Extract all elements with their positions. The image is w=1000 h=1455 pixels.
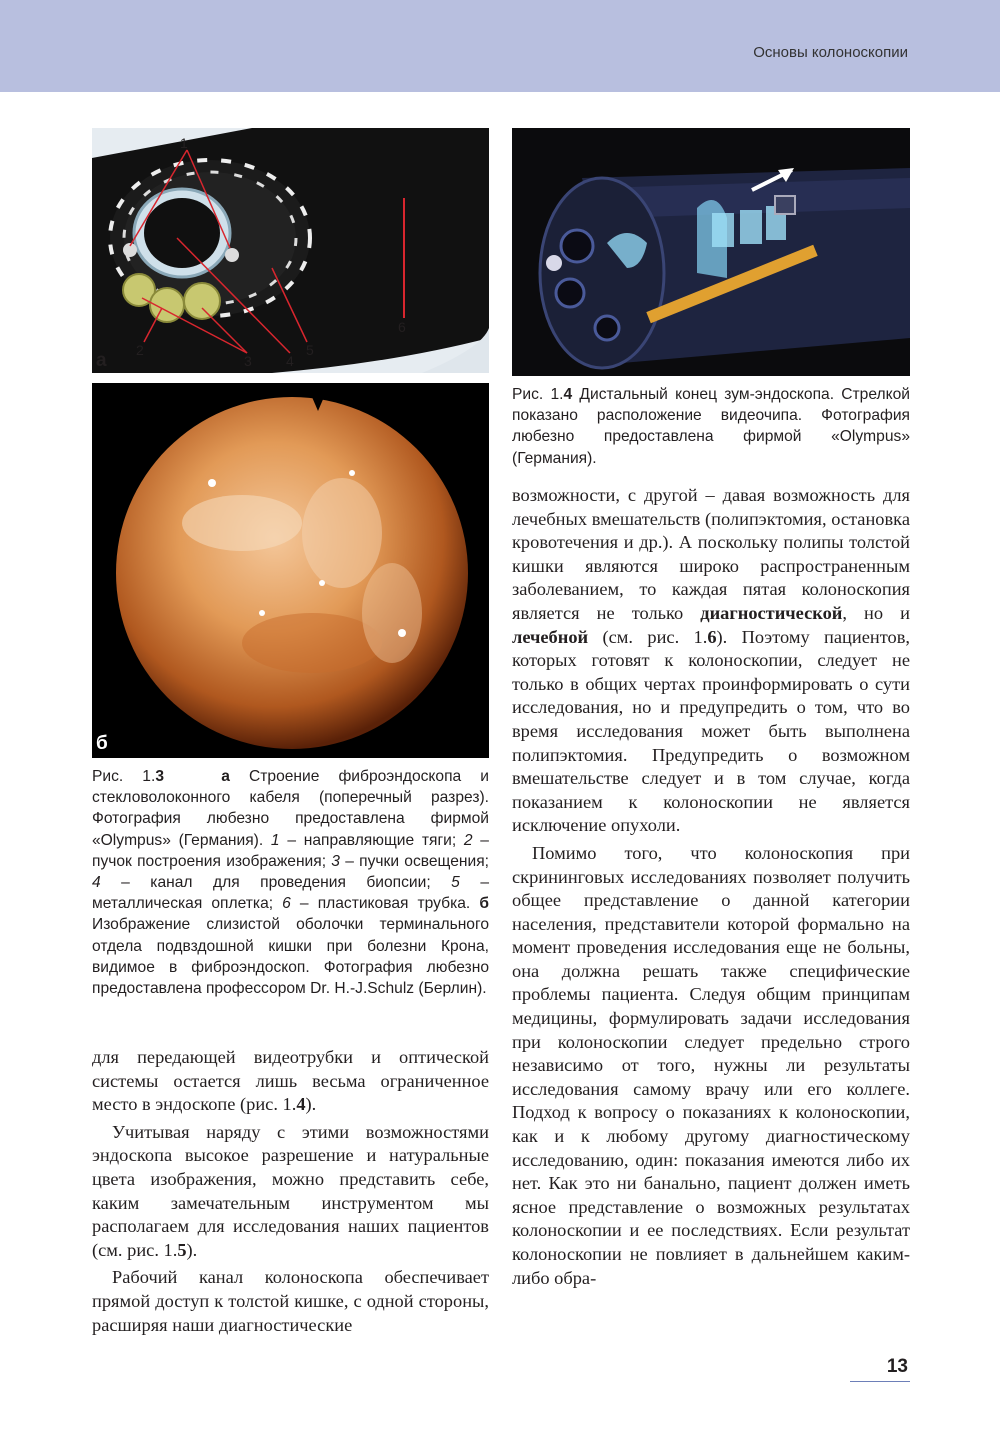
page-number: 13 (886, 1356, 908, 1377)
caption-item-text: – пучки освещения; (339, 852, 489, 870)
figure-reference: 6 (707, 626, 717, 647)
text-run: ). (305, 1094, 317, 1115)
caption-panel-a-label: а (221, 768, 230, 785)
callout-2: 2 (136, 342, 144, 358)
callout-1: 1 (180, 135, 188, 151)
paragraph (92, 1046, 489, 1117)
right-column-text (512, 484, 910, 1290)
caption-prefix: Рис. 1. (512, 386, 564, 403)
caption-item-text: – пучок построения изображения; (92, 831, 489, 870)
caption-panel-a-text: Строение фиброэндоскопа и стекловолоконного кабеля (поперечный разрез). Фотография любезно предоставлена фирмой «Olympus» (Германия). (92, 768, 489, 849)
text-run: возможности, с другой – давая возможность для лечебных вмешательств (полипэктомия, остановка кровотечения и др.). А поскольку полипы толстой кишки являются широко распространенным заболеванием, то каждая пятая колоноскопия является не только (512, 485, 910, 623)
figure-reference: 4 (296, 1094, 306, 1115)
text-run: , но и (842, 602, 910, 623)
figure-1-3b-photo (92, 383, 489, 758)
caption-item-number: 6 (282, 895, 291, 913)
figure-panel-label-a: а (96, 350, 107, 371)
caption-item-number: 1 (270, 831, 280, 849)
paragraph (512, 484, 910, 838)
fiberscope-cross-section-illustration (92, 128, 489, 373)
caption-text: Дистальный конец зум-эндоскопа. Стрелкой показано расположение видеочипа. Фотография любезно предоставлена фирмой «Olympus» (Германия). (512, 386, 910, 467)
caption-panel-b-label: б (479, 895, 489, 913)
figure-1-4-photo (512, 128, 910, 376)
text-run: ). Поэтому пациентов, которых готовят к колоноскопии, следует не только в общих чертах проинформировать о сути исследования, но и предупредить о том, что во время исследования может быть выполнена полипэктомия. Предупредить о возможном вмешательстве следует и в том случае, когда показанием к колоноскопии не является исключение опухоли. (512, 626, 910, 836)
caption-item-number: 5 (451, 874, 460, 892)
page-number-rule (850, 1381, 910, 1382)
caption-item-number: 3 (331, 852, 340, 870)
figure-1-3-caption (92, 766, 489, 999)
endoscopic-mucosa-image (92, 383, 489, 758)
emphasis: лечебной (512, 626, 589, 647)
caption-item-text: – канал для проведения биопсии; (100, 874, 452, 892)
caption-item-text: – пластиковая трубка. (290, 895, 480, 913)
emphasis: диагностической (700, 602, 843, 623)
caption-figure-number: 4 (563, 386, 573, 403)
caption-panel-b-text: Изображение слизистой оболочки терминального отдела подвздошной кишки при болезни Крона, видимое в фиброэндоскоп. Фотография любезно предоставлена профессором Dr. H.-J.Schulz (Берлин). (92, 916, 489, 998)
figure-1-3a-drawing (92, 128, 489, 373)
figure-1-4-caption (512, 384, 910, 469)
caption-figure-number: 3 (155, 768, 165, 785)
text-run: ). (186, 1239, 198, 1260)
callout-6: 6 (398, 319, 406, 335)
caption-item-text: – направляющие тяги; (279, 831, 464, 849)
text-run: (см. рис. 1. (588, 626, 708, 647)
callout-3: 3 (244, 353, 252, 369)
caption-prefix: Рис. 1. (92, 768, 156, 785)
figure-reference: 5 (177, 1239, 187, 1260)
running-title: Основы колоноскопии (753, 44, 908, 61)
zoom-endoscope-illustration (512, 128, 910, 376)
paragraph (92, 1121, 489, 1263)
caption-item-text: – металлическая оплетка; (92, 874, 489, 913)
left-column-text (92, 1046, 489, 1337)
caption-item-number: 2 (463, 831, 473, 849)
caption-item-number: 4 (92, 874, 101, 892)
callout-4: 4 (286, 353, 294, 369)
paragraph: Помимо того, что колоноскопия при скрининговых исследованиях позволяет получить общее представление о данной категории населения, представители которой формально на момент проведения исследования еще не больны, она должна решать также специфические проблемы пациента. Следуя общим принципам медицины, формулировать задачи исследования при колоноскопии следует предельно строго независимо от того, нужны ли результаты исследования самому врачу или его коллеге. Подход к вопросу о показаниях к колоноскопии, как и к любому другому диагностическому исследованию, один: показания имеются либо их нет. Как это ни банально, пациент должен иметь ясное представление о возможных результатах колоноскопии и ее последствиях. Если результат колоноскопии не повлияет в дальнейшем каким-либо обра- (512, 842, 910, 1288)
text-run: Учитывая наряду с этими возможностями эндоскопа высокое разрешение и натуральные цвета изображения, можно представить себе, каким замечательным инструментом мы располагаем для исследования наших пациентов (см. рис. 1. (92, 1121, 489, 1260)
paragraph: Рабочий канал колоноскопа обеспечивает прямой доступ к толстой кишке, с одной стороны, расширяя наши диагностические (92, 1267, 489, 1335)
text-run: для передающей видеотрубки и оптической системы остается лишь весьма ограниченное место в эндоскопе (рис. 1. (92, 1047, 489, 1115)
callout-5: 5 (306, 342, 314, 358)
figure-panel-label-b: б (96, 733, 108, 754)
